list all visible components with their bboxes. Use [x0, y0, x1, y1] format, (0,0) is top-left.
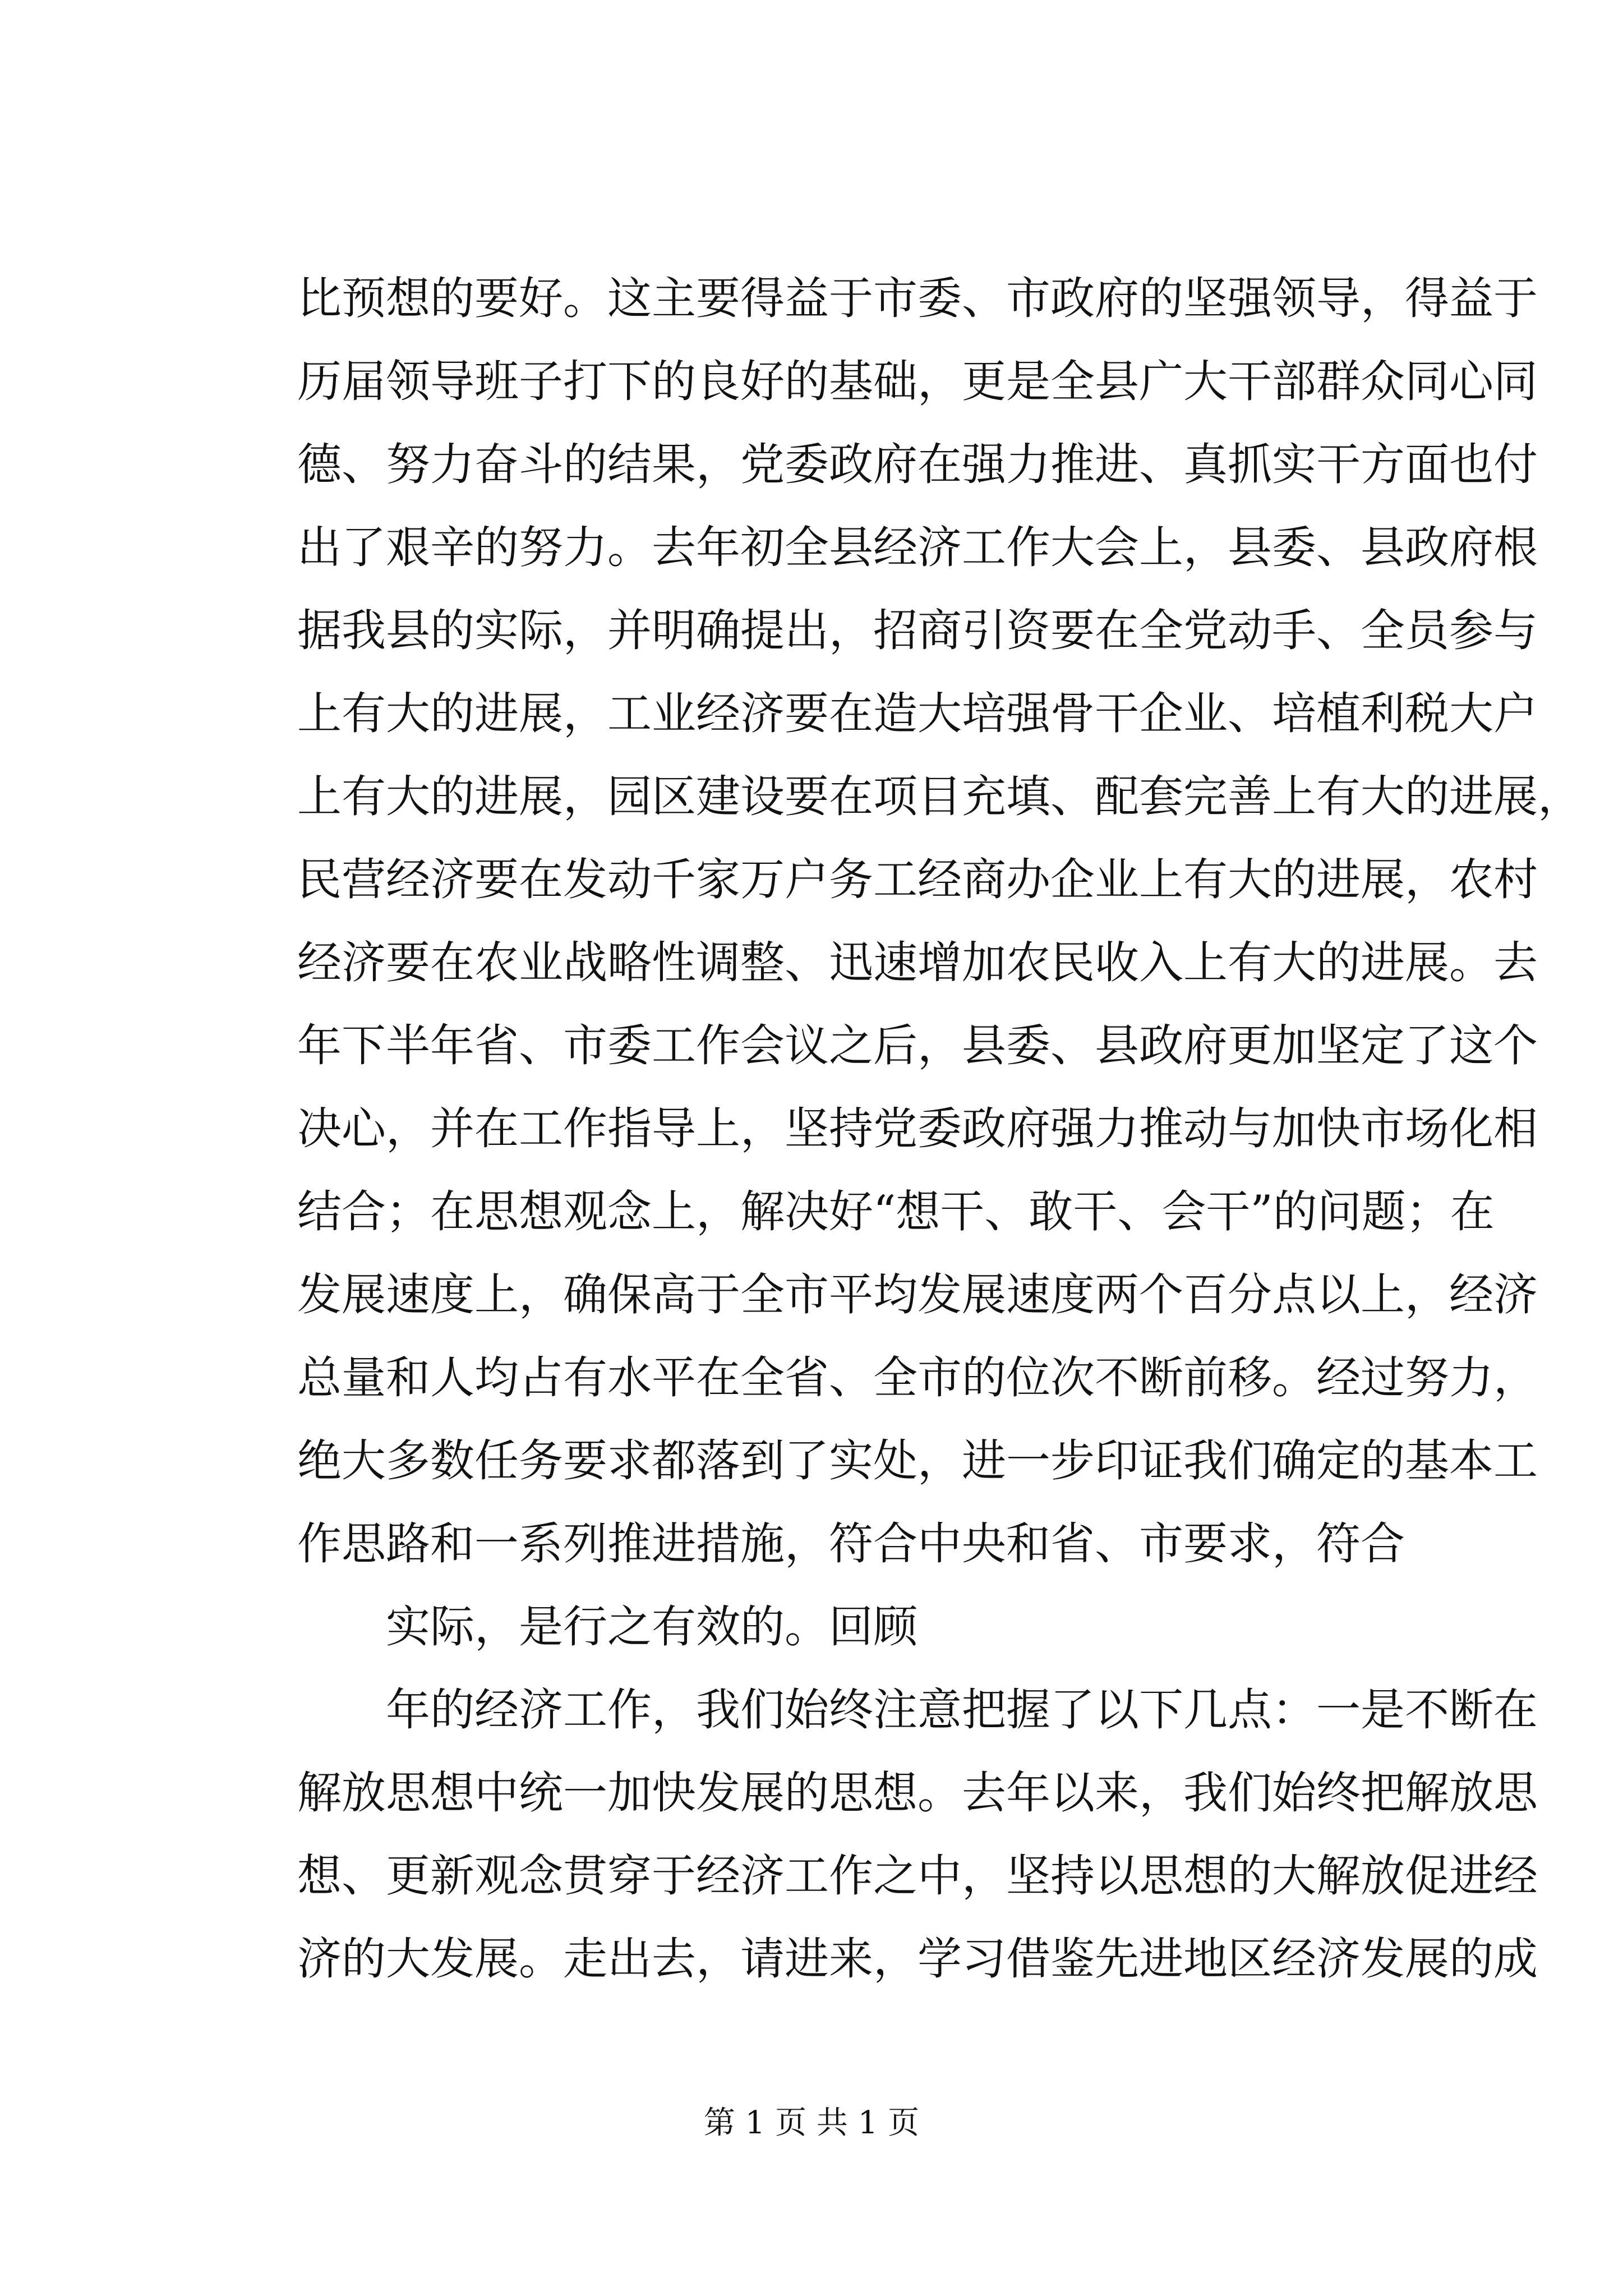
page-footer: 第 1 页 共 1 页 [703, 2105, 920, 2141]
text-line: 决心，并在工作指导上，坚持党委政府强力推动与加快市场化相 [297, 1103, 1538, 1154]
body-text [297, 257, 1582, 2000]
text-line: 历届领导班子打下的良好的基础，更是全县广大干部群众同心同 [297, 356, 1538, 407]
text-line: 德、努力奋斗的结果，党委政府在强力推进、真抓实干方面也付 [297, 439, 1538, 490]
text-line: 济的大发展。走出去，请进来，学习借鉴先进地区经济发展的成 [297, 1933, 1538, 1985]
paragraph-start-line: 实际，是行之有效的。回顾 [386, 1601, 917, 1653]
text-line: 发展速度上，确保高于全市平均发展速度两个百分点以上，经济 [297, 1269, 1538, 1320]
text-line: 绝大多数任务要求都落到了实处，进一步印证我们确定的基本工 [297, 1435, 1538, 1487]
text-line: 作思路和一系列推进措施，符合中央和省、市要求，符合 [297, 1518, 1405, 1570]
text-line: 上有大的进展，工业经济要在造大培强骨干企业、培植利税大户 [297, 688, 1538, 739]
paragraph-start-line: 年的经济工作，我们始终注意把握了以下几点：一是不断在 [386, 1684, 1538, 1736]
text-line: 出了艰辛的努力。去年初全县经济工作大会上，县委、县政府根 [297, 522, 1538, 573]
text-line: 民营经济要在发动千家万户务工经商办企业上有大的进展，农村 [297, 854, 1538, 905]
text-line: 据我县的实际，并明确提出，招商引资要在全党动手、全员参与 [297, 605, 1538, 656]
text-line: 结合；在思想观念上，解决好“想干、敢干、会干”的问题；在 [297, 1186, 1495, 1237]
text-line: 经济要在农业战略性调整、迅速增加农民收入上有大的进展。去 [297, 937, 1538, 988]
text-line: 年下半年省、市委工作会议之后，县委、县政府更加坚定了这个 [297, 1020, 1538, 1071]
text-line: 想、更新观念贯穿于经济工作之中，坚持以思想的大解放促进经 [297, 1850, 1538, 1902]
text-line: 比预想的要好。这主要得益于市委、市政府的坚强领导，得益于 [297, 273, 1538, 324]
text-line: 总量和人均占有水平在全省、全市的位次不断前移。经过努力， [297, 1352, 1538, 1404]
text-line: 上有大的进展，园区建设要在项目充填、配套完善上有大的进展， [297, 771, 1582, 822]
text-line: 解放思想中统一加快发展的思想。去年以来，我们始终把解放思 [297, 1767, 1538, 1819]
